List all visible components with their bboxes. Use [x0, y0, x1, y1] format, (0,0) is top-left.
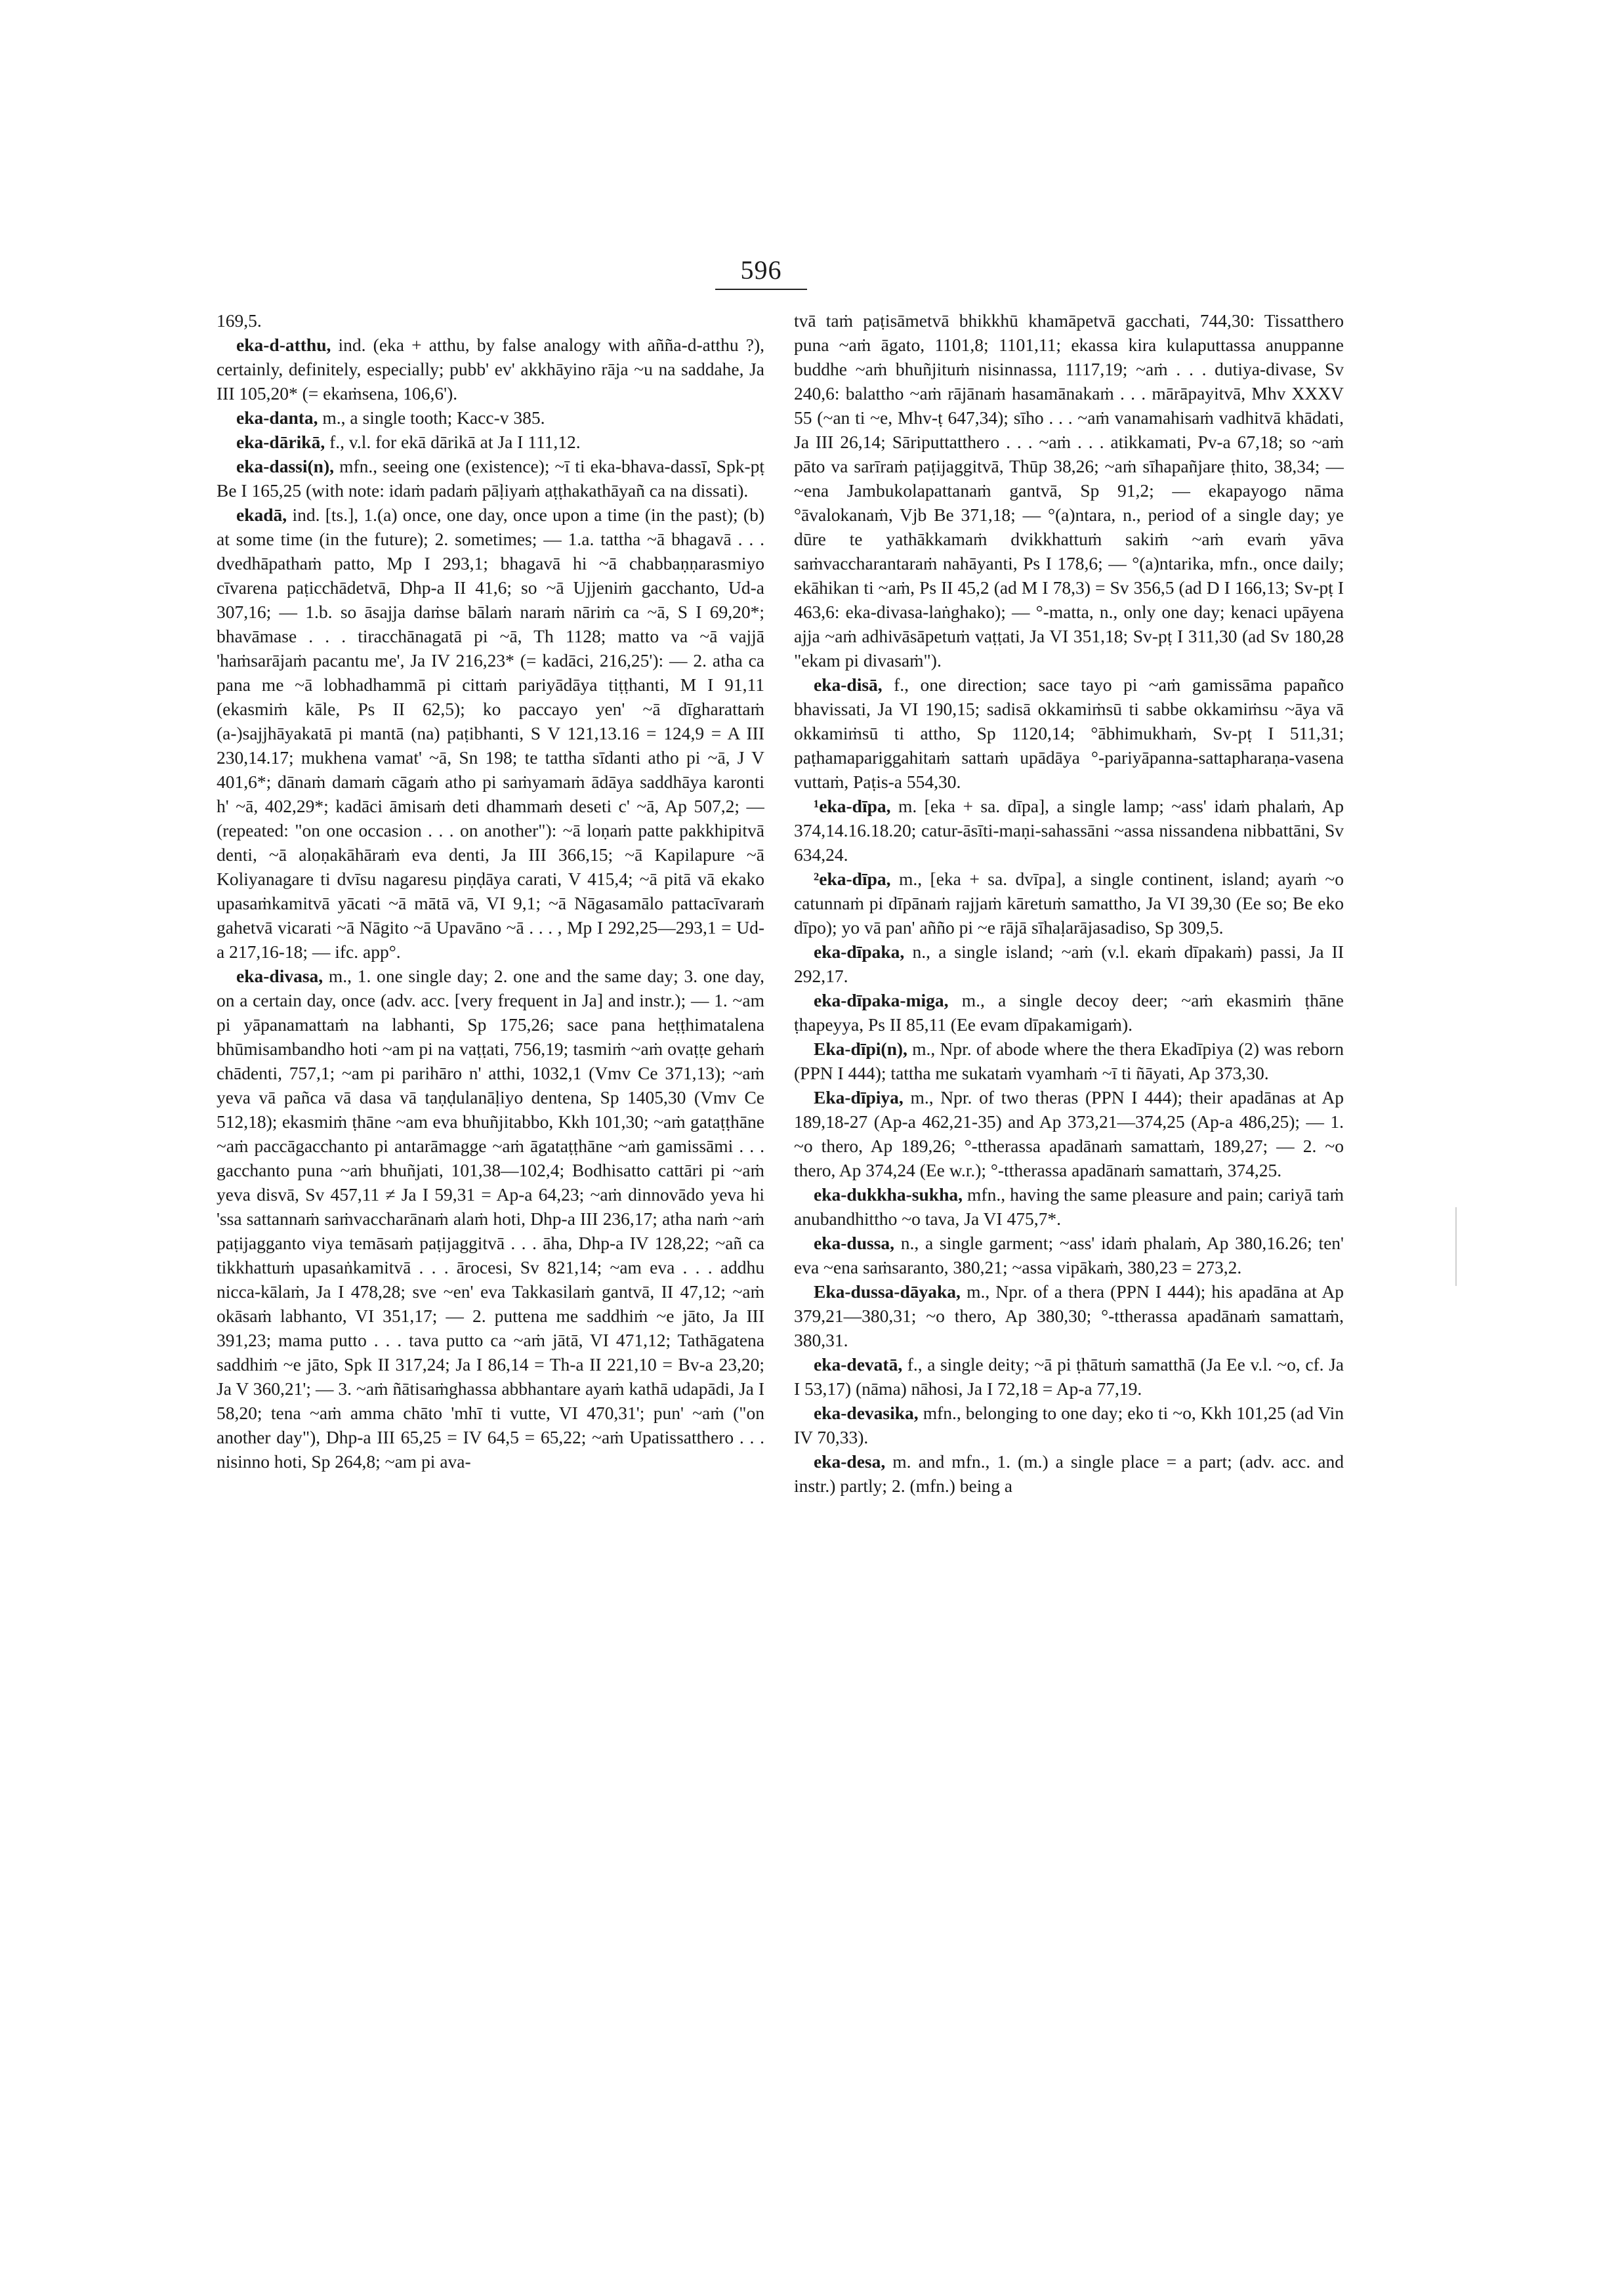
headword: eka-devatā,: [814, 1354, 903, 1375]
entry-body: n., a single island; ~aṁ (v.l. ekaṁ dīpakaṁ) passi, Ja II 292,17.: [794, 941, 1344, 986]
dictionary-entry: [794, 1182, 1344, 1231]
entry-body: f., v.l. for ekā dārikā at Ja I 111,12.: [329, 432, 581, 452]
entry-body: mfn., belonging to one day; eko ti ~o, Kkh 101,25 (ad Vin IV 70,33).: [794, 1403, 1344, 1447]
entry-body: m., [eka + sa. dvīpa], a single continent, island; ayaṁ ~o catunnaṁ pi dīpānaṁ rajjaṁ kāretuṁ samattho, Ja VI 39,30 (Ee so; Be eko dīpo); yo vā pan' añño pi ~e rājā sīhaḷarājasadiso, Sp 309,5.: [794, 869, 1344, 938]
page-number-rule: [715, 289, 807, 290]
dictionary-entry: [794, 988, 1344, 1037]
dictionary-entry: [794, 1279, 1344, 1352]
scan-crease-mark: [1455, 1207, 1457, 1286]
entry-body: m., 1. one single day; 2. one and the same day; 3. one day, on a certain day, once (adv. acc. [very frequent in Ja] and instr.); — 1. ~am pi yāpanamattaṁ na labhanti, Sp 175,26; sace pana heṭṭhimatalena bhūmisambandho hoti ~am pi na vaṭṭati, 756,19; tasmiṁ ~aṁ ovaṭṭe gehaṁ chādenti, 757,1; ~am pi parihāro n' atthi, 1032,1 (Vmv Ce 371,13); ~aṁ yeva vā pañca vā dasa vā taṇḍulanāḷiyo dentena, Sp 1405,30 (Vmv Ce 512,18); ekasmiṁ ṭhāne ~am eva bhuñjitabbo, Kkh 101,30; ~aṁ gataṭṭhāne ~aṁ paccāgacchanto pi antarāmagge ~aṁ āgataṭṭhāne ~aṁ gamissāmi . . . gacchanto puna ~aṁ bhuñjati, 101,38—102,4; Bodhisatto cattāri pi ~aṁ yeva disvā, Sv 457,11 ≠ Ja I 59,31 = Ap-a 64,23; ~aṁ dinnovādo yeva hi 'ssa sattannaṁ saṁvaccharānaṁ alaṁ hoti, Dhp-a III 236,17; atha naṁ ~aṁ paṭijagganto viya temāsaṁ paṭijaggitvā . . . āha, Dhp-a IV 128,22; ~añ ca tikkhattuṁ upasaṅkamitvā . . . ārocesi, Sv 821,14; ~am eva . . . addhu nicca-kālaṁ, Ja I 478,28; sve ~en' eva Takkasilaṁ gantvā, II 47,12; ~aṁ okāsaṁ labhanto, VI 351,17; — 2. puttena me saddhiṁ ~e jāto, Ja III 391,23; mama putto . . . tava putto ca ~aṁ jātā, VI 471,12; Tathāgatena saddhiṁ ~e jāto, Spk II 317,24; Ja I 86,14 = Th-a II 221,10 = Bv-a 23,20; Ja V 360,21'; — 3. ~aṁ ñātisaṁghassa abbhantare ayaṁ kathā udapādi, Ja I 58,20; tena ~aṁ amma chāto 'mhī ti vutte, VI 470,31'; pun' ~aṁ ("on another day"), Dhp-a III 65,25 = IV 64,5 = 65,22; ~aṁ Upatissatthero . . . nisinno hoti, Sp 264,8; ~am pi ava-: [217, 966, 764, 1472]
dictionary-entry: [217, 964, 764, 1474]
right-column: [794, 308, 1344, 2250]
entry-body: mfn., having the same pleasure and pain; cariyā taṁ anubandhittho ~o tava, Ja VI 475,7*.: [794, 1184, 1344, 1229]
dictionary-entry: [794, 1352, 1344, 1401]
headword: eka-dīpaka-miga,: [814, 990, 949, 1010]
headword: eka-dīpaka,: [814, 941, 905, 962]
dictionary-entry: [794, 794, 1344, 867]
headword: ekadā,: [236, 505, 287, 525]
dictionary-entry: [794, 1449, 1344, 1498]
entry-body: ind. (eka + atthu, by false analogy with añña-d-atthu ?), certainly, definitely, especially; pubb' ev' akkhāyino rāja ~u na saddahe, Ja III 105,20* (= ekaṁsena, 106,6').: [217, 335, 764, 403]
page-number: 596: [740, 255, 782, 285]
entry-body: f., one direction; sace tayo pi ~aṁ gamissāma papañco bhavissati, Ja VI 190,15; sadisā okkamiṁsū ti sabbe okkamiṁsu ~āya vā okkamiṁsū ti attho, Sp 1120,14; °ābhimukhaṁ, Sv-pṭ I 511,31; paṭhamapariggahitaṁ sattaṁ upādāya °-pariyāpanna-sattapharaṇa-vasena vuttaṁ, Paṭis-a 554,30.: [794, 674, 1344, 792]
entry-body: m., Npr. of abode where the thera Ekadīpiya (2) was reborn (PPN I 444); tattha me sukataṁ vyamhaṁ ~ī ti ñāyati, Ap 373,30.: [794, 1039, 1344, 1083]
headword: eka-divasa,: [236, 966, 323, 986]
dictionary-entry: [794, 1231, 1344, 1279]
dictionary-entry: [794, 1401, 1344, 1449]
headword: eka-dukkha-sukha,: [814, 1184, 963, 1205]
dictionary-entry: [217, 430, 764, 454]
headword: Eka-dussa-dāyaka,: [814, 1281, 961, 1302]
entry-body: m., Npr. of a thera (PPN I 444); his apadāna at Ap 379,21—380,31; ~o thero, Ap 380,30; °-ttherassa apadānaṁ samattaṁ, 380,31.: [794, 1281, 1344, 1350]
headword: Eka-dīpiya,: [814, 1087, 904, 1107]
entry-body: m. [eka + sa. dīpa], a single lamp; ~ass' idaṁ phalaṁ, Ap 374,14.16.18.20; catur-āsīti-maṇi-sahassāni ~assa nissandena nibbattāni, Sv 634,24.: [794, 796, 1344, 865]
entry-body: m., a single decoy deer; ~aṁ ekasmiṁ ṭhāne ṭhapeyya, Ps II 85,11 (Ee evam dīpakamigaṁ).: [794, 990, 1344, 1035]
entry-body: ind. [ts.], 1.(a) once, one day, once upon a time (in the past); (b) at some time (in the future); 2. sometimes; — 1.a. tattha ~ā bhagavā . . . dvedhāpathaṁ patto, Mp I 293,1; bhagavā hi ~ā chabbaṇṇarasmiyo cīvarena paṭicchādetvā, Dhp-a II 41,6; so ~ā Ujjeniṁ gacchanto, Ud-a 307,16; — 1.b. so āsajja daṁse bālaṁ naraṁ nāriṁ ca ~ā, S I 69,20*; bhavāmase . . . tiracchānagatā pi ~ā, Th 1128; matto va ~ā vajjā 'haṁsarājaṁ pacantu me', Ja IV 216,23* (= kadāci, 216,25'): — 2. atha ca pana me ~ā lobhadhammā pi cittaṁ pariyādāya tiṭṭhanti, M I 91,11 (ekasmiṁ kāle, Ps II 62,5); ko paccayo yen' ~ā dīgharattaṁ (a-)sajjhāyakatā pi mantā (na) paṭibhanti, S V 121,13.16 = 124,9 = A III 230,14.17; mukhena vamat' ~ā, Sn 198; te tattha sīdanti atho pi ~ā, J V 401,6*; dānaṁ damaṁ cāgaṁ atho pi saṁyamaṁ ādāya saddhāya karonti h' ~ā, 402,29*; kadāci āmisaṁ deti dhammaṁ deseti c' ~ā, Ap 507,2; — (repeated: "on one occasion . . . on another"): ~ā loṇaṁ patte pakkhipitvā denti, ~ā aloṇakāhāraṁ eva denti, Ja III 366,15; ~ā Kapilapure ~ā Koliyanagare ti dvīsu nagaresu piṇḍāya carati, V 415,4; ~ā pitā vā ekako upasaṁkamitvā yācati ~ā mātā vā, VI 9,1; ~ā Nāgasamālo pattacīvaraṁ gahetvā vicarati ~ā Nāgito ~ā Upavāno ~ā . . . , Mp I 292,25—293,1 = Ud-a 217,16-18; — ifc. app°.: [217, 505, 764, 962]
dictionary-entry: [217, 454, 764, 503]
dictionary-entry: [217, 503, 764, 964]
headword: eka-disā,: [814, 674, 883, 695]
entry-body: m., a single tooth; Kacc-v 385.: [322, 407, 545, 428]
dictionary-entry: [217, 405, 764, 430]
dictionary-entry: [794, 1085, 1344, 1182]
headword: ¹eka-dīpa,: [814, 796, 891, 816]
headword: eka-dussa,: [814, 1233, 895, 1253]
headword: eka-danta,: [236, 407, 318, 428]
headword: eka-d-atthu,: [236, 335, 331, 355]
entry-body: m., Npr. of two theras (PPN I 444); their apadānas at Ap 189,18-27 (Ap-a 462,21-35) and Ap 373,21—374,25 (Ap-a 486,25); — 1. ~o thero, Ap 189,26; °-ttherassa apadānaṁ samattaṁ, 189,27; — 2. ~o thero, Ap 374,24 (Ee w.r.); °-ttherassa apadānaṁ samattaṁ, 374,25.: [794, 1087, 1344, 1180]
dictionary-entry: [794, 940, 1344, 988]
headword: ²eka-dīpa,: [814, 869, 891, 889]
headword: eka-dassi(n),: [236, 456, 334, 476]
headword: eka-desa,: [814, 1451, 886, 1472]
headword: eka-devasika,: [814, 1403, 919, 1423]
continuation-fragment: 169,5.: [217, 310, 262, 331]
dictionary-entry: [217, 333, 764, 405]
left-column: [217, 308, 764, 2250]
dictionary-entry: [794, 867, 1344, 940]
entry-body: f., a single deity; ~ā pi ṭhātuṁ samatthā (Ja Ee v.l. ~o, cf. Ja I 53,17) (nāma) nāhosi, Ja I 72,18 = Ap-a 77,19.: [794, 1354, 1344, 1399]
headword: Eka-dīpi(n),: [814, 1039, 907, 1059]
dictionary-entry: [794, 672, 1344, 794]
entry-body: mfn., seeing one (existence); ~ī ti eka-bhava-dassī, Spk-pṭ Be I 165,25 (with note: idaṁ padaṁ pāḷiyaṁ aṭṭhakathāyañ ca na dissati).: [217, 456, 764, 501]
entry-body: n., a single garment; ~ass' idaṁ phalaṁ, Ap 380,16.26; ten' eva ~ena saṁsaranto, 380,21; ~assa vipākaṁ, 380,23 = 273,2.: [794, 1233, 1344, 1277]
headword: eka-dārikā,: [236, 432, 325, 452]
dictionary-entry: [794, 1037, 1344, 1085]
entry-body: m. and mfn., 1. (m.) a single place = a part; (adv. acc. and instr.) partly; 2. (mfn.) being a: [794, 1451, 1344, 1496]
continuation-fragment: tvā taṁ paṭisāmetvā bhikkhū khamāpetvā gacchati, 744,30: Tissatthero puna ~aṁ āgato, 1101,8; 1101,11; ekassa kira kulaputtassa anuppanne buddhe ~aṁ bhuñjituṁ nisinnassa, 1117,19; ~aṁ . . . dutiya-divase, Sv 240,6: balattho ~aṁ rājānaṁ hasamānakaṁ . . . mārāpayitvā, Mhv XXXV 55 (~an ti ~e, Mhv-ṭ 647,34); sīho . . . ~aṁ vanamahisaṁ vadhitvā khādati, Ja III 26,14; Sāriputtatthero . . . ~aṁ . . . atikkamati, Pv-a 67,18; so ~aṁ pāto va sarīraṁ paṭijaggitvā, Thūp 38,26; ~aṁ sīhapañjare ṭhito, 38,34; — ~ena Jambukolapattanaṁ gantvā, Sp 91,2; — ekapayogo nāma °āvalokanaṁ, Vjb Be 371,18; — °(a)ntara, n., period of a single day; ye dūre te yathākkamaṁ dvikkhattuṁ sakiṁ ~aṁ evaṁ yāva saṁvaccharantaraṁ nahāyanti, Ps I 178,6; — °(a)ntarika, mfn., once daily; ekāhikan ti ~aṁ, Ps II 45,2 (ad M I 78,3) = Sv 356,5 (ad D I 166,13; Sv-pṭ I 463,6: eka-divasa-laṅghako); — °-matta, n., only one day; kenaci upāyena ajja ~aṁ adhivāsāpetuṁ vaṭṭati, Ja VI 351,18; Sv-pṭ I 311,30 (ad Sv 180,28 "ekam pi divasaṁ").: [794, 310, 1344, 671]
